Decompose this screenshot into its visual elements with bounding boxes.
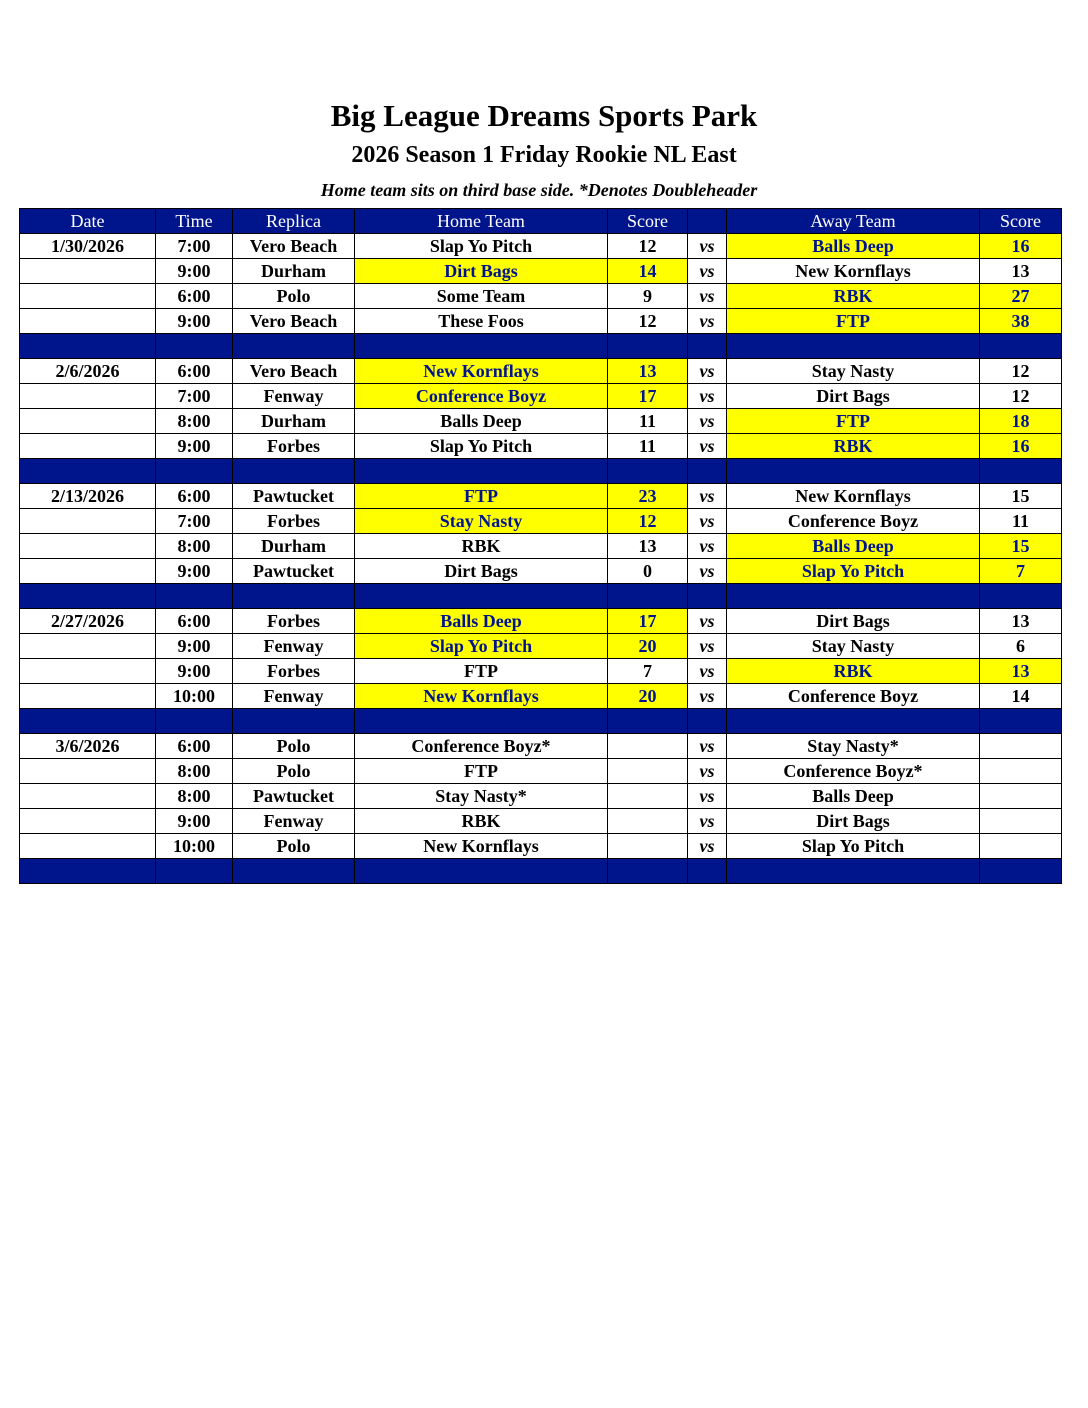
game-replica: Polo <box>233 284 355 309</box>
away-score: 6 <box>980 634 1062 659</box>
vs-label: vs <box>688 359 727 384</box>
game-replica: Pawtucket <box>233 559 355 584</box>
vs-label: vs <box>688 409 727 434</box>
home-team: Stay Nasty* <box>355 784 608 809</box>
game-date <box>20 559 156 584</box>
away-score <box>980 759 1062 784</box>
vs-label: vs <box>688 284 727 309</box>
away-team: FTP <box>727 409 980 434</box>
separator-cell <box>355 859 608 884</box>
separator-cell <box>156 709 233 734</box>
away-score: 15 <box>980 534 1062 559</box>
separator-cell <box>355 459 608 484</box>
game-date <box>20 759 156 784</box>
game-time: 9:00 <box>156 809 233 834</box>
game-replica: Durham <box>233 259 355 284</box>
away-score: 38 <box>980 309 1062 334</box>
game-replica: Durham <box>233 534 355 559</box>
game-replica: Polo <box>233 834 355 859</box>
separator-cell <box>980 709 1062 734</box>
game-row <box>20 259 1062 284</box>
separator-cell <box>688 709 727 734</box>
game-row <box>20 609 1062 634</box>
game-time: 8:00 <box>156 409 233 434</box>
away-team: Balls Deep <box>727 534 980 559</box>
away-team: FTP <box>727 309 980 334</box>
away-team: Slap Yo Pitch <box>727 559 980 584</box>
game-time: 7:00 <box>156 234 233 259</box>
away-score: 15 <box>980 484 1062 509</box>
game-replica: Forbes <box>233 509 355 534</box>
doubleheader-note: Home team sits on third base side. *Denotes Doubleheader <box>320 180 758 200</box>
header-row <box>20 209 1062 234</box>
game-time: 9:00 <box>156 434 233 459</box>
home-team: FTP <box>355 659 608 684</box>
game-date <box>20 534 156 559</box>
game-row <box>20 434 1062 459</box>
home-score: 13 <box>608 534 688 559</box>
game-time: 9:00 <box>156 259 233 284</box>
game-time: 7:00 <box>156 384 233 409</box>
vs-label: vs <box>688 434 727 459</box>
game-date <box>20 509 156 534</box>
home-team: Slap Yo Pitch <box>355 234 608 259</box>
week-separator <box>20 584 1062 609</box>
col-away-score: Score <box>980 209 1062 234</box>
away-score: 12 <box>980 359 1062 384</box>
separator-cell <box>727 859 980 884</box>
game-date: 3/6/2026 <box>20 734 156 759</box>
game-row <box>20 684 1062 709</box>
game-time: 10:00 <box>156 834 233 859</box>
separator-cell <box>980 459 1062 484</box>
vs-label: vs <box>688 684 727 709</box>
game-replica: Polo <box>233 734 355 759</box>
week-separator <box>20 859 1062 884</box>
vs-label: vs <box>688 809 727 834</box>
separator-cell <box>156 334 233 359</box>
away-score: 16 <box>980 434 1062 459</box>
game-row <box>20 734 1062 759</box>
game-time: 8:00 <box>156 534 233 559</box>
col-home-team: Home Team <box>355 209 608 234</box>
home-team: Slap Yo Pitch <box>355 434 608 459</box>
game-date <box>20 809 156 834</box>
home-team: Balls Deep <box>355 609 608 634</box>
game-replica: Forbes <box>233 609 355 634</box>
game-time: 9:00 <box>156 309 233 334</box>
game-date <box>20 409 156 434</box>
vs-label: vs <box>688 384 727 409</box>
away-score: 13 <box>980 259 1062 284</box>
game-time: 7:00 <box>156 509 233 534</box>
separator-cell <box>688 584 727 609</box>
separator-cell <box>727 709 980 734</box>
home-score: 17 <box>608 384 688 409</box>
game-date: 2/27/2026 <box>20 609 156 634</box>
game-date <box>20 259 156 284</box>
col-replica: Replica <box>233 209 355 234</box>
game-replica: Fenway <box>233 684 355 709</box>
home-score <box>608 784 688 809</box>
away-team: Stay Nasty <box>727 634 980 659</box>
game-replica: Durham <box>233 409 355 434</box>
vs-label: vs <box>688 234 727 259</box>
game-row <box>20 534 1062 559</box>
separator-cell <box>20 709 156 734</box>
game-row <box>20 484 1062 509</box>
game-row <box>20 659 1062 684</box>
away-team: RBK <box>727 659 980 684</box>
home-score: 14 <box>608 259 688 284</box>
separator-cell <box>727 584 980 609</box>
game-replica: Polo <box>233 759 355 784</box>
home-team: Some Team <box>355 284 608 309</box>
game-row <box>20 834 1062 859</box>
separator-cell <box>233 709 355 734</box>
game-time: 9:00 <box>156 634 233 659</box>
vs-label: vs <box>688 784 727 809</box>
vs-label: vs <box>688 634 727 659</box>
home-score: 9 <box>608 284 688 309</box>
game-replica: Forbes <box>233 434 355 459</box>
separator-cell <box>608 459 688 484</box>
separator-cell <box>608 334 688 359</box>
game-row <box>20 784 1062 809</box>
home-team: RBK <box>355 809 608 834</box>
home-team: Balls Deep <box>355 409 608 434</box>
home-score: 11 <box>608 409 688 434</box>
separator-cell <box>156 859 233 884</box>
schedule-body <box>20 234 1062 884</box>
page-title: Big League Dreams Sports Park <box>330 98 758 133</box>
home-score <box>608 734 688 759</box>
separator-cell <box>233 584 355 609</box>
away-team: RBK <box>727 284 980 309</box>
game-row <box>20 234 1062 259</box>
home-score: 12 <box>608 309 688 334</box>
away-score: 16 <box>980 234 1062 259</box>
home-score: 12 <box>608 234 688 259</box>
away-team: Stay Nasty* <box>727 734 980 759</box>
separator-cell <box>233 459 355 484</box>
week-separator <box>20 334 1062 359</box>
week-separator <box>20 459 1062 484</box>
away-score <box>980 834 1062 859</box>
separator-cell <box>20 459 156 484</box>
away-team: Conference Boyz* <box>727 759 980 784</box>
vs-label: vs <box>688 484 727 509</box>
separator-cell <box>156 459 233 484</box>
home-score <box>608 834 688 859</box>
home-score: 17 <box>608 609 688 634</box>
away-team: Dirt Bags <box>727 809 980 834</box>
game-row <box>20 359 1062 384</box>
home-team: Dirt Bags <box>355 559 608 584</box>
game-date <box>20 309 156 334</box>
separator-cell <box>980 859 1062 884</box>
vs-label: vs <box>688 659 727 684</box>
home-team: Conference Boyz <box>355 384 608 409</box>
home-team: New Kornflays <box>355 684 608 709</box>
away-team: RBK <box>727 434 980 459</box>
game-date <box>20 434 156 459</box>
vs-label: vs <box>688 259 727 284</box>
col-vs <box>688 209 727 234</box>
away-score: 13 <box>980 609 1062 634</box>
vs-label: vs <box>688 759 727 784</box>
away-team: Balls Deep <box>727 234 980 259</box>
separator-cell <box>980 334 1062 359</box>
game-time: 6:00 <box>156 734 233 759</box>
away-team: New Kornflays <box>727 484 980 509</box>
home-score: 7 <box>608 659 688 684</box>
game-replica: Vero Beach <box>233 359 355 384</box>
away-team: Balls Deep <box>727 784 980 809</box>
separator-cell <box>355 584 608 609</box>
home-team: Slap Yo Pitch <box>355 634 608 659</box>
separator-cell <box>355 709 608 734</box>
vs-label: vs <box>688 509 727 534</box>
home-score: 11 <box>608 434 688 459</box>
separator-cell <box>20 584 156 609</box>
game-time: 8:00 <box>156 759 233 784</box>
away-team: Stay Nasty <box>727 359 980 384</box>
home-score <box>608 809 688 834</box>
game-replica: Fenway <box>233 809 355 834</box>
home-team: Conference Boyz* <box>355 734 608 759</box>
game-replica: Vero Beach <box>233 234 355 259</box>
away-team: Dirt Bags <box>727 609 980 634</box>
separator-cell <box>608 709 688 734</box>
game-time: 10:00 <box>156 684 233 709</box>
game-row <box>20 409 1062 434</box>
game-row <box>20 309 1062 334</box>
home-team: New Kornflays <box>355 359 608 384</box>
game-replica: Vero Beach <box>233 309 355 334</box>
away-score: 12 <box>980 384 1062 409</box>
game-replica: Fenway <box>233 384 355 409</box>
game-row <box>20 759 1062 784</box>
separator-cell <box>355 334 608 359</box>
game-date <box>20 284 156 309</box>
game-time: 6:00 <box>156 359 233 384</box>
col-home-score: Score <box>608 209 688 234</box>
vs-label: vs <box>688 734 727 759</box>
game-date: 2/13/2026 <box>20 484 156 509</box>
away-score: 18 <box>980 409 1062 434</box>
separator-cell <box>20 334 156 359</box>
game-date <box>20 684 156 709</box>
away-team: Dirt Bags <box>727 384 980 409</box>
separator-cell <box>608 584 688 609</box>
separator-cell <box>608 859 688 884</box>
home-score: 13 <box>608 359 688 384</box>
game-date: 1/30/2026 <box>20 234 156 259</box>
away-score <box>980 784 1062 809</box>
separator-cell <box>688 334 727 359</box>
vs-label: vs <box>688 609 727 634</box>
game-time: 9:00 <box>156 559 233 584</box>
game-date <box>20 659 156 684</box>
schedule-table <box>19 208 1062 884</box>
away-team: Conference Boyz <box>727 509 980 534</box>
game-replica: Pawtucket <box>233 484 355 509</box>
game-row <box>20 384 1062 409</box>
game-time: 6:00 <box>156 484 233 509</box>
game-row <box>20 559 1062 584</box>
home-score: 0 <box>608 559 688 584</box>
game-date <box>20 784 156 809</box>
home-team: Dirt Bags <box>355 259 608 284</box>
home-score: 20 <box>608 634 688 659</box>
away-score <box>980 734 1062 759</box>
separator-cell <box>688 459 727 484</box>
game-row <box>20 634 1062 659</box>
vs-label: vs <box>688 834 727 859</box>
separator-cell <box>20 859 156 884</box>
game-time: 8:00 <box>156 784 233 809</box>
away-score <box>980 809 1062 834</box>
game-time: 6:00 <box>156 284 233 309</box>
game-time: 6:00 <box>156 609 233 634</box>
game-date: 2/6/2026 <box>20 359 156 384</box>
vs-label: vs <box>688 559 727 584</box>
away-score: 11 <box>980 509 1062 534</box>
col-time: Time <box>156 209 233 234</box>
home-team: FTP <box>355 759 608 784</box>
away-team: New Kornflays <box>727 259 980 284</box>
vs-label: vs <box>688 309 727 334</box>
game-row <box>20 284 1062 309</box>
game-date <box>20 384 156 409</box>
home-score: 23 <box>608 484 688 509</box>
col-date: Date <box>20 209 156 234</box>
separator-cell <box>688 859 727 884</box>
separator-cell <box>727 459 980 484</box>
away-score: 27 <box>980 284 1062 309</box>
away-team: Slap Yo Pitch <box>727 834 980 859</box>
col-away-team: Away Team <box>727 209 980 234</box>
home-team: RBK <box>355 534 608 559</box>
away-score: 13 <box>980 659 1062 684</box>
game-replica: Forbes <box>233 659 355 684</box>
separator-cell <box>727 334 980 359</box>
separator-cell <box>980 584 1062 609</box>
home-score: 12 <box>608 509 688 534</box>
game-date <box>20 634 156 659</box>
separator-cell <box>233 859 355 884</box>
home-team: New Kornflays <box>355 834 608 859</box>
separator-cell <box>233 334 355 359</box>
page-subtitle: 2026 Season 1 Friday Rookie NL East <box>351 142 737 168</box>
away-score: 14 <box>980 684 1062 709</box>
home-score: 20 <box>608 684 688 709</box>
home-team: These Foos <box>355 309 608 334</box>
game-replica: Fenway <box>233 634 355 659</box>
separator-cell <box>156 584 233 609</box>
away-team: Conference Boyz <box>727 684 980 709</box>
game-row <box>20 809 1062 834</box>
game-date <box>20 834 156 859</box>
vs-label: vs <box>688 534 727 559</box>
week-separator <box>20 709 1062 734</box>
away-score: 7 <box>980 559 1062 584</box>
game-row <box>20 509 1062 534</box>
game-time: 9:00 <box>156 659 233 684</box>
game-replica: Pawtucket <box>233 784 355 809</box>
home-team: Stay Nasty <box>355 509 608 534</box>
home-score <box>608 759 688 784</box>
home-team: FTP <box>355 484 608 509</box>
